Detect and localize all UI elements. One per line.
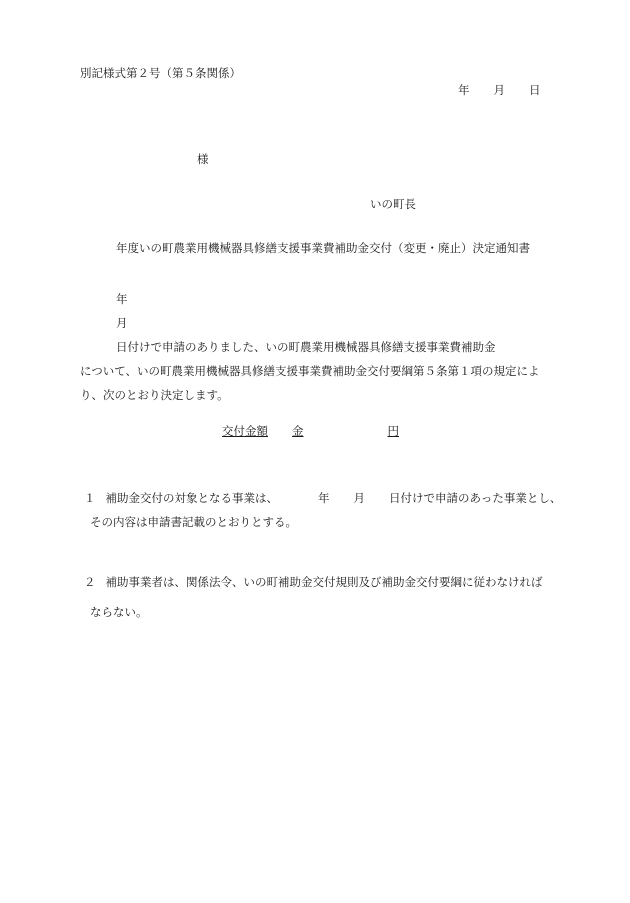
date-year: 年 bbox=[458, 83, 470, 97]
body-month: 月 bbox=[116, 316, 128, 330]
amount-unit: 円 bbox=[387, 424, 399, 438]
document-title: 年度いの町農業用機械器具修繕支援事業費補助金交付（変更・廃止）決定通知書 bbox=[116, 241, 530, 255]
item-1-line2: その内容は申請書記載のとおりとする。 bbox=[90, 515, 297, 529]
item-1-month: 月 bbox=[353, 491, 365, 505]
item-1-number: １ bbox=[84, 491, 96, 505]
item-1-text-b: 日付けで申請のあった事業とし、 bbox=[389, 491, 562, 505]
item-1-year: 年 bbox=[318, 491, 330, 505]
body-paragraph bbox=[80, 287, 560, 407]
item-2-number: ２ bbox=[84, 575, 96, 589]
item-2-line1 bbox=[84, 577, 543, 589]
body-line2: について、いの町農業用機械器具修繕支援事業費補助金交付要綱第５条第１項の規定によ bbox=[80, 364, 540, 378]
body-year: 年 bbox=[116, 292, 128, 306]
item-2-line2: ならない。 bbox=[90, 605, 148, 619]
body-line3: り、次のとおり決定します。 bbox=[80, 388, 229, 402]
amount-label: 交付金額 bbox=[222, 424, 268, 438]
date-day: 日 bbox=[529, 83, 541, 97]
item-2-text: 補助事業者は、関係法令、いの町補助金交付規則及び補助金交付要綱に従わなければ bbox=[105, 575, 543, 589]
amount-prefix: 金 bbox=[292, 424, 304, 438]
amount-line bbox=[222, 426, 399, 438]
issuer: いの町長 bbox=[370, 197, 416, 211]
item-1-text-a: 補助金交付の対象となる事業は、 bbox=[105, 491, 278, 505]
body-line1: 日付けで申請のありました、いの町農業用機械器具修繕支援事業費補助金 bbox=[116, 340, 496, 354]
form-label: 別記様式第２号（第５条関係） bbox=[80, 66, 241, 80]
date-month: 月 bbox=[493, 83, 505, 97]
item-1-line1 bbox=[84, 493, 561, 505]
addressee-suffix: 様 bbox=[197, 152, 209, 166]
date-line bbox=[458, 85, 541, 97]
